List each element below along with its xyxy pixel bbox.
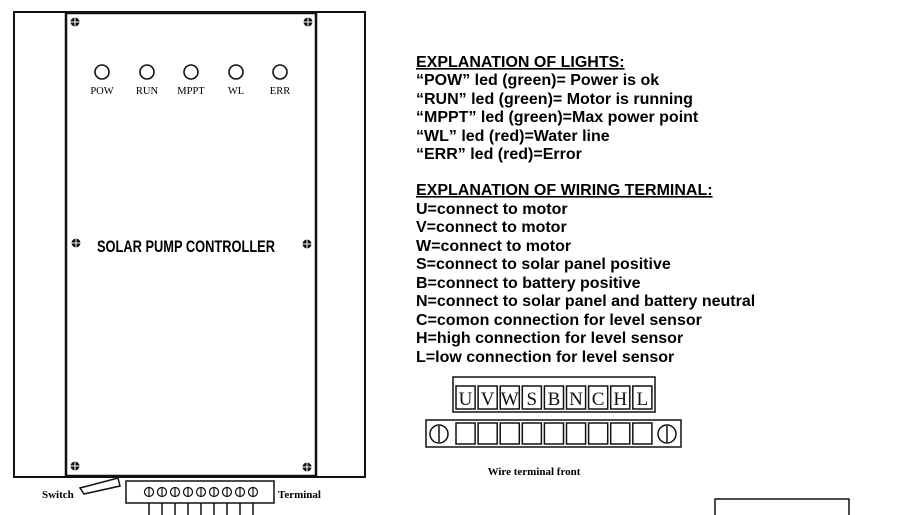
screw-icon <box>302 239 312 249</box>
power-switch <box>80 478 120 494</box>
terminal-slot <box>500 423 519 444</box>
led-indicators <box>90 65 290 97</box>
wiring-line: S=connect to solar panel positive <box>416 256 671 273</box>
lights-line: “RUN” led (green)= Motor is running <box>416 91 693 108</box>
led-run <box>136 65 159 97</box>
wiring-line: U=connect to motor <box>416 201 568 218</box>
terminal-block-lower <box>426 420 681 447</box>
wiring-line: V=connect to motor <box>416 219 567 236</box>
led-err <box>270 65 290 97</box>
terminal-letter: W <box>500 389 519 410</box>
lights-explanation <box>416 54 699 163</box>
led-mppt <box>177 65 205 97</box>
terminal-slot <box>567 423 586 444</box>
partial-box <box>715 499 849 515</box>
screw-icon <box>302 462 312 472</box>
led-mppt-label: MPPT <box>177 86 205 97</box>
terminal-letter: L <box>636 389 649 410</box>
wiring-line: L=low connection for level sensor <box>416 349 675 366</box>
terminal-letter: N <box>569 389 583 410</box>
terminal-letter: V <box>480 389 495 410</box>
terminal-letter: H <box>613 389 628 410</box>
mount-screw-icon <box>658 425 676 443</box>
screw-icon <box>70 461 80 471</box>
bottom-terminal-strip <box>126 481 274 515</box>
wiring-line: B=connect to battery positive <box>416 275 641 292</box>
wire-terminal-front <box>426 377 681 447</box>
terminal-label: Terminal <box>278 489 321 501</box>
wiring-line: C=comon connection for level sensor <box>416 312 702 329</box>
screw-icon <box>303 17 313 27</box>
terminal-letter: U <box>458 389 473 410</box>
terminal-caption: Wire terminal front <box>487 466 581 478</box>
mount-screw-icon <box>430 425 448 443</box>
led-err-label: ERR <box>269 86 291 97</box>
screw-icon <box>70 17 80 27</box>
switch-label: Switch <box>42 489 74 501</box>
wiring-line: H=high connection for level sensor <box>416 330 684 347</box>
screw-icon <box>71 238 81 248</box>
wiring-line: N=connect to solar panel and battery neutral <box>416 293 756 310</box>
terminal-slot <box>633 423 652 444</box>
terminal-letter: S <box>526 389 538 410</box>
terminal-slot <box>611 423 630 444</box>
lights-line: “ERR” led (red)=Error <box>416 146 582 163</box>
led-wl <box>228 65 244 97</box>
terminal-letter: B <box>547 389 561 410</box>
lights-line: “WL” led (red)=Water line <box>416 128 610 145</box>
lights-line: “MPPT” led (green)=Max power point <box>416 109 699 126</box>
led-pow-label: POW <box>90 86 114 97</box>
lights-heading: EXPLANATION OF LIGHTS: <box>416 54 625 71</box>
led-wl-label: WL <box>227 86 245 97</box>
terminal-slot <box>589 423 608 444</box>
led-pow <box>90 65 113 97</box>
terminal-slot <box>522 423 541 444</box>
terminal-slot <box>478 423 497 444</box>
controller-title: SOLAR PUMP CONTROLLER <box>97 237 275 256</box>
wiring-heading: EXPLANATION OF WIRING TERMINAL: <box>416 182 713 199</box>
terminal-letter: C <box>591 389 605 410</box>
wiring-line: W=connect to motor <box>416 238 572 255</box>
lights-line: “POW” led (green)= Power is ok <box>416 72 660 89</box>
terminal-slot <box>544 423 563 444</box>
wiring-explanation <box>416 182 755 366</box>
led-run-label: RUN <box>135 86 159 97</box>
terminal-slot <box>456 423 475 444</box>
